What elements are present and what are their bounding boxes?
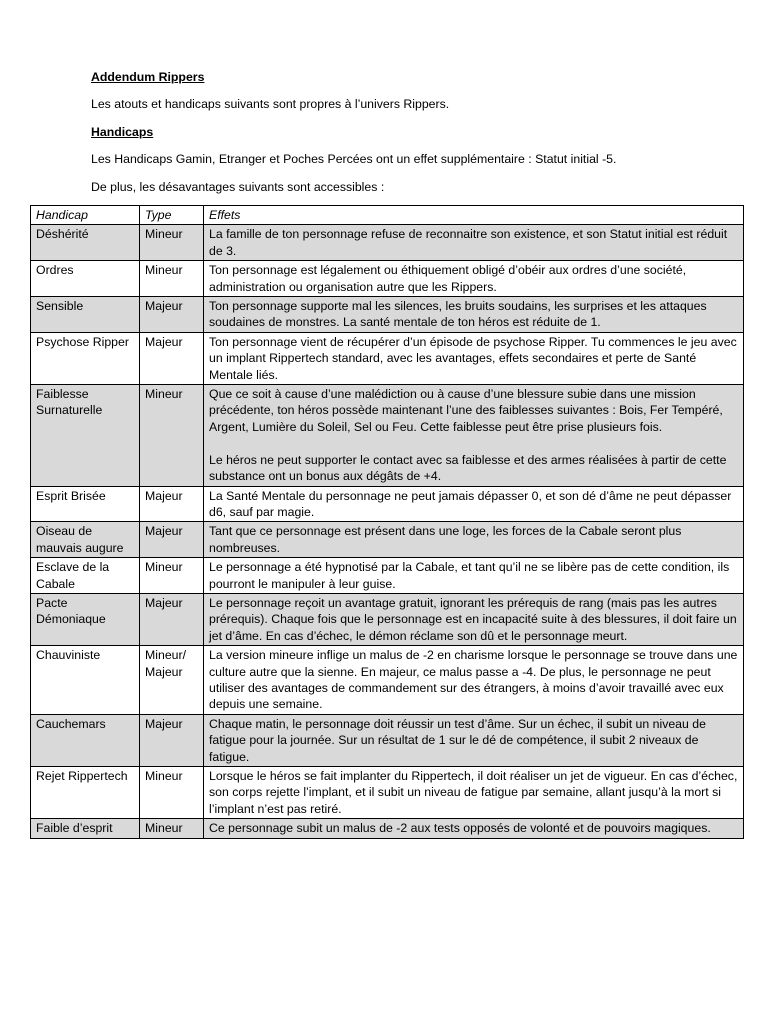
cell-effets: La famille de ton personnage refuse de reconnaitre son existence, et son Statut initial est réduit de 3. (204, 225, 744, 261)
cell-handicap: Sensible (31, 297, 140, 333)
cell-type: Mineur (140, 225, 204, 261)
note2-paragraph: De plus, les désavantages suivants sont accessibles : (91, 180, 385, 194)
cell-effets: Ton personnage vient de récupérer d’un épisode de psychose Ripper. Tu commences le jeu avec un implant Rippertech standard, avec les avantages, effets secondaires et perte de Santé Mentale liés. (204, 332, 744, 384)
cell-handicap: Ordres (31, 261, 140, 297)
cell-type: Mineur (140, 767, 204, 819)
cell-effets: Que ce soit à cause d’une malédiction ou à cause d’une blessure subie dans une mission précédente, ton héros possède maintenant l’une des faiblesses suivantes : Bois, Fer Tempéré, Argent, Lumière du Soleil, Sel ou Feu. Cette faiblesse peut être prise plusieurs fois. Le héros ne peut supporter le contact avec sa faiblesse et des armes réalisées à partir de cette substance ont un bonus aux dégâts de +4. (204, 385, 744, 486)
table-row (31, 646, 744, 715)
header-type: Type (140, 206, 204, 225)
note-paragraph: Les Handicaps Gamin, Etranger et Poches Percées ont un effet supplémentaire : Statut initial -5. (91, 152, 617, 166)
cell-type: Majeur (140, 593, 204, 645)
table-row (31, 593, 744, 645)
cell-handicap: Pacte Démoniaque (31, 593, 140, 645)
table-row (31, 558, 744, 594)
cell-type: Mineur (140, 819, 204, 838)
cell-handicap: Déshérité (31, 225, 140, 261)
cell-effets: Lorsque le héros se fait implanter du Rippertech, il doit réaliser un jet de vigueur. En cas d’échec, son corps rejette l’implant, et il subit un niveau de fatigue par semaine, allant jusqu’à la mort si l’implant n’est pas retiré. (204, 767, 744, 819)
cell-handicap: Esclave de la Cabale (31, 558, 140, 594)
cell-effets: La Santé Mentale du personnage ne peut jamais dépasser 0, et son dé d’âme ne peut dépasser d6, sauf par magie. (204, 486, 744, 522)
cell-handicap: Psychose Ripper (31, 332, 140, 384)
cell-handicap: Esprit Brisée (31, 486, 140, 522)
cell-type: Majeur (140, 714, 204, 766)
table-row (31, 332, 744, 384)
table-row (31, 225, 744, 261)
cell-handicap: Oiseau de mauvais augure (31, 522, 140, 558)
cell-effets: Chaque matin, le personnage doit réussir un test d’âme. Sur un échec, il subit un niveau de fatigue pour la journée. Sur un résultat de 1 sur le dé de compétence, il subit 2 niveaux de fatigue. (204, 714, 744, 766)
header-handicap: Handicap (31, 206, 140, 225)
table-row (31, 522, 744, 558)
cell-type: Majeur (140, 522, 204, 558)
cell-type: Mineur (140, 261, 204, 297)
cell-type: Majeur (140, 332, 204, 384)
table-row (31, 767, 744, 819)
intro-paragraph: Les atouts et handicaps suivants sont propres à l’univers Rippers. (91, 97, 450, 111)
cell-handicap: Faible d’esprit (31, 819, 140, 838)
cell-effets: Ton personnage est légalement ou éthiquement obligé d’obéir aux ordres d’une société, administration ou organisation autre que les Rippers. (204, 261, 744, 297)
table-row (31, 486, 744, 522)
cell-handicap: Chauviniste (31, 646, 140, 715)
table-header-row (31, 206, 744, 225)
cell-type: Majeur (140, 486, 204, 522)
cell-type: Mineur (140, 558, 204, 594)
table-row (31, 297, 744, 333)
table-row (31, 385, 744, 486)
cell-type: Mineur/ Majeur (140, 646, 204, 715)
cell-effets: La version mineure inflige un malus de -2 en charisme lorsque le personnage se trouve dans une culture autre que la sienne. En majeur, ce malus passe a -4. De plus, le personnage ne peut utiliser des avantages de commandement sur des étrangers, à moins d’avoir travaillé avec eux depuis une semaine. (204, 646, 744, 715)
section-heading: Handicaps (91, 125, 154, 139)
handicaps-table (30, 205, 744, 839)
table-row (31, 714, 744, 766)
cell-type: Mineur (140, 385, 204, 486)
cell-effets: Ce personnage subit un malus de -2 aux tests opposés de volonté et de pouvoirs magiques. (204, 819, 744, 838)
cell-type: Majeur (140, 297, 204, 333)
cell-handicap: Rejet Rippertech (31, 767, 140, 819)
cell-handicap: Faiblesse Surnaturelle (31, 385, 140, 486)
table-row (31, 261, 744, 297)
table-row (31, 819, 744, 838)
cell-effets: Le personnage reçoit un avantage gratuit, ignorant les prérequis de rang (mais pas les autres prérequis). Chaque fois que le personnage est en incapacité suite à des blessures, il doit faire un jet d’âme. En cas d’échec, le démon réclame son dû et le personnage meurt. (204, 593, 744, 645)
cell-effets: Tant que ce personnage est présent dans une loge, les forces de la Cabale seront plus nombreuses. (204, 522, 744, 558)
header-effets: Effets (204, 206, 744, 225)
cell-effets: Le personnage a été hypnotisé par la Cabale, et tant qu’il ne se libère pas de cette condition, ils pourront le manipuler à leur guise. (204, 558, 744, 594)
cell-handicap: Cauchemars (31, 714, 140, 766)
document-title: Addendum Rippers (91, 70, 205, 84)
cell-effets: Ton personnage supporte mal les silences, les bruits soudains, les surprises et les attaques soudaines de monstres. La santé mentale de ton héros est réduite de 1. (204, 297, 744, 333)
